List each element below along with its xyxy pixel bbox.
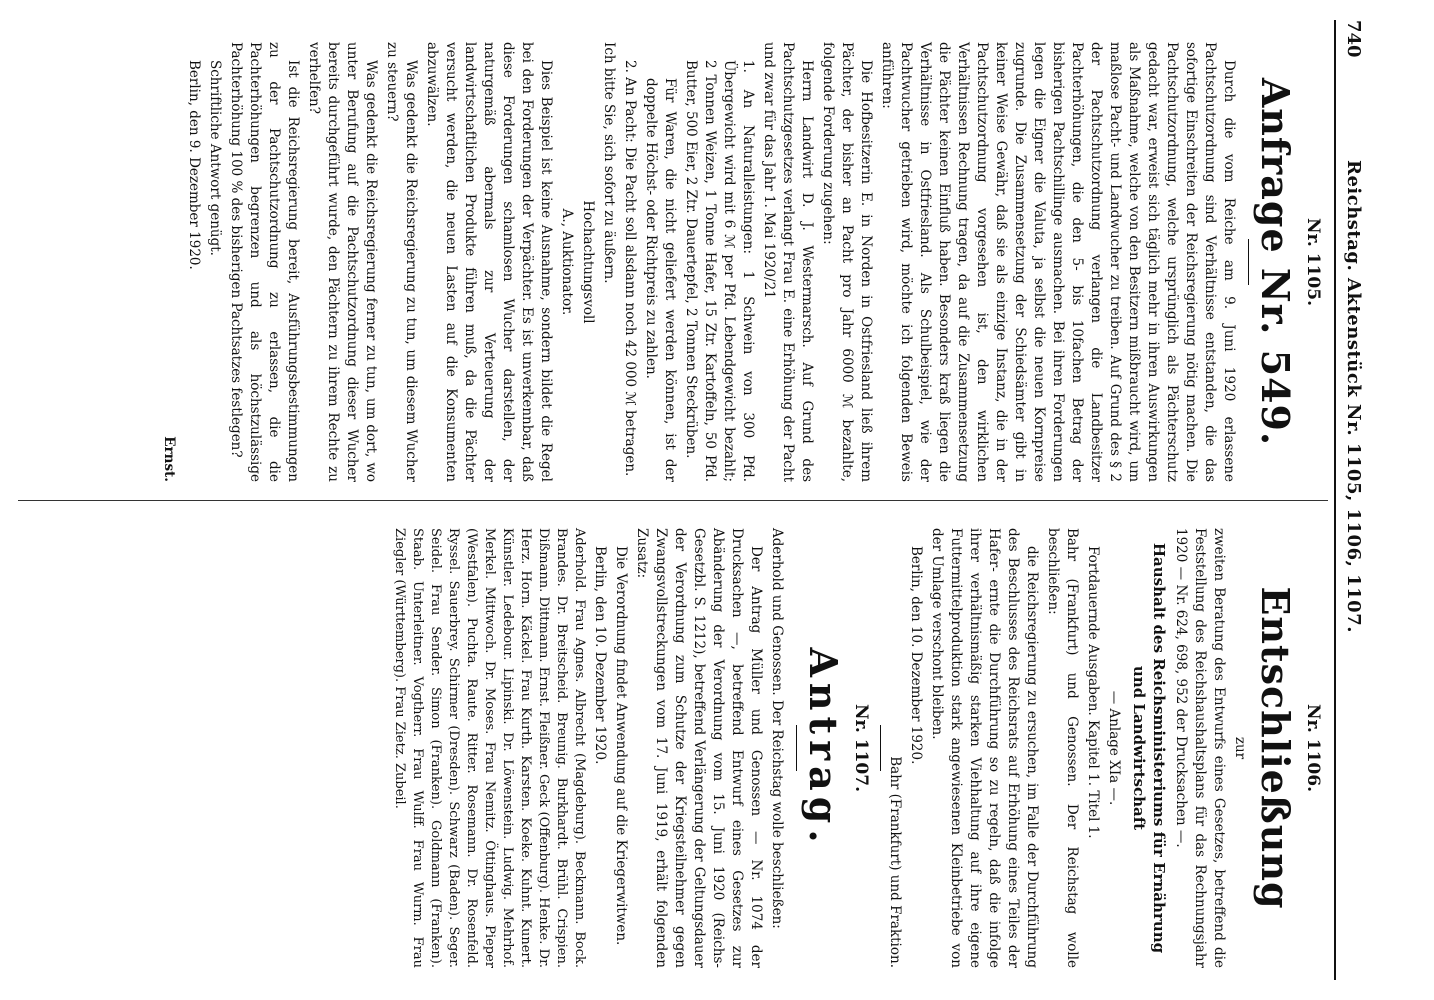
date-line: Berlin, den 10. Dezember 1920.	[592, 546, 608, 765]
zur-label: zur	[1232, 736, 1248, 760]
paragraph: die Reichsregierung zu ersuchen, im Falle der Durchführung des Beschlusses des Reichsrats auf Erhöhung eines Teiles der Hafer- ernte die Durchführung so zu regeln, daß die infolge ihrer verhältnismäßig starken Viehhaltung auf ihre eigene Futtermittelproduktion stark angewiesenen Kleinbetriebe von der Umlage verschont bleiben.	[929, 528, 1040, 968]
doc-number-1107: Nr. 1107.	[851, 703, 871, 792]
page-header	[1334, 20, 1372, 980]
question: Was gedenkt die Reichsregierung ferner zu tun, um dort, wo unter Berufung auf die Pachtschutzordnung dieser Wucher bereits durchgeführt wurde, den Pächtern zu ihrem Rechte zu verhelfen?	[306, 42, 379, 482]
doc-number-1105: Nr. 1105.	[1303, 217, 1323, 306]
intro-1107: Aderhold und Genossen. Der Reichstag wolle beschließen:	[769, 528, 785, 929]
closing: Hochachtungsvoll	[580, 200, 596, 324]
question: Was gedenkt die Reichsregierung zu tun, um diesem Wucher zu steuern?	[384, 42, 419, 482]
running-head: Reichstag. Aktenstück Nr. 1105, 1106, 1107.	[1343, 160, 1364, 633]
answer-note: Schriftliche Antwort genügt.	[207, 60, 223, 256]
right-column	[24, 528, 1324, 968]
paragraph: Der Antrag Müller und Genossen — Nr. 1074 der Drucksachen —, betreffend Entwurf eines Gesetzes zur Abänderung der Verordnung vom 15. Juni 1920 (Reichs-Gesetzbl. S. 1212), betreffend Verlängerung der Geltungsdauer der Verordnung zum Schutze der Kriegsteilnehmer gegen Zwangsvollstreckungen vom 17. Juni 1919, erhält folgenden Zusatz:	[634, 528, 764, 968]
paragraph: Fortdauernde Ausgaben. Kapitel 1. Titel 1.	[1085, 546, 1101, 839]
list-subitem: Für Waren, die nicht geliefert werden können, ist der doppelte Höchst- oder Richtpreis zu zahlen.	[643, 78, 678, 482]
title-rule	[1248, 239, 1249, 285]
subtitle-1106: Haushalt des Reichsministeriums für Ernährung und Landwirtschaft	[1130, 542, 1168, 954]
column-divider	[18, 500, 1328, 501]
page-number: 740	[1343, 20, 1364, 58]
paragraph: Durch die vom Reiche am 9. Juni 1920 erlassene Pachtschutzordnung sind Verhältnisse entstanden, die das sofortige Einschreiten der Reichsregierung nötig machen. Die Pachtschutzordnung, welche ursprünglich als Pächterschutz gedacht war, erweist sich täglich mehr in ihren Auswirkungen als Maßnahme, welche von den Besitzern mißbraucht wird, um maßlose Pacht- und Landwucher zu treiben. Auf Grund des § 2 der Pachtschutzordnung verlangen die Landbesitzer Pachterhöhungen, die den 5- bis 10fachen Betrag der bisherigen Pachtschillinge ausmachen. Bei ihren Forderungen legen die Eigner die Valuta, ja selbst die neuen Kornpreise zugrunde. Die Zusammensetzung der Schiedsämter gibt in keiner Weise Gewähr, daß sie als einzige Instanz, die in der Pachtschutzordnung vorgesehen ist, den wirklichen Verhältnissen Rechnung tragen, da auf die Zusammensetzung die Pächter keinen Einfluß haben. Besonders kraß liegen die Verhältnisse in Ostfriesland. Als Schulbeispiel, wie der Pachtwucher getrieben wird, möchte ich folgenden Beweis anführen:	[879, 42, 1237, 482]
signatory-list: Aderhold. Frau Agnes. Albrecht (Magdeburg). Beckmann. Bock. Brandes. Dr. Breitscheid. Breunig. Burkhardt. Brühl. Crispien. Dißmann. Dittmann. Ernst. Fleißner. Geck (Offenburg). Henke. Dr. Herz. Horn. Käckel. Frau Kurth. Karsten. Koeke. Kuhnt. Kunert. Künstler. Ledebour. Lipinski. Dr. Löwenstein. Ludwig. Mehrhof. Merkel. Mittwoch. Dr. Moses. Frau Nemitz. Öttinghaus. Pieper (Westfalen). Puchta. Raute. Ritter. Rosemann. Dr. Rosenfeld. Ryssel. Sauerbrey. Schirmer (Dresden). Schwarz (Baden). Seger. Seidel. Frau Sender. Simon (Franken). Goldmann (Franken). Staab. Unterleitner. Vogtherr. Frau Wulff. Frau Wurm. Frau Ziegler (Württemberg). Frau Zietz. Zubeil.	[392, 528, 587, 968]
letter-head: Herrn Landwirt D. J. Westermarsch. Auf Grund des Pachtschutzgesetzes verlangt Frau E. eine Erhöhung der Pacht und zwar für das Jahr 1. Mai 1920/21	[761, 42, 815, 482]
intro-1106: zweiten Beratung des Entwurfs eines Gesetzes, betreffend die Feststellung des Reichshaushaltsplans für das Rechnungsjahr 1920 — Nr. 624, 698, 952 der Drucksachen —.	[1173, 528, 1227, 968]
question: Ist die Reichsregierung bereit, Ausführungsbestimmungen zu der Pachtschutzordnung zu erlassen, die die Pachterhöhungen begrenzen und als höchstzulässige Pachterhöhung 100 % des bisherigen Pachtsatzes festlegen?	[228, 42, 301, 482]
title-rule	[796, 725, 797, 771]
date-line: Berlin, den 10. Dezember 1920.	[908, 546, 924, 765]
doc-number-1106: Nr. 1106.	[1303, 703, 1323, 792]
paragraph: Die Hofbesitzerin E. in Norden in Ostfriesland ließ ihrem Pächter, der bisher an Pacht pro Jahr 6000 ℳ bezahlte, folgende Forderung zugehen:	[820, 42, 874, 482]
title-entschliessung: Entschließung	[1253, 586, 1298, 910]
title-antrag: Antrag.	[801, 647, 846, 849]
date-line: Berlin, den 9. Dezember 1920.	[186, 60, 202, 270]
signature-1106: Bahr (Frankfurt) und Fraktion.	[887, 756, 903, 968]
list-item: 1. An Naturalleistungen: 1 Schwein von 300 Pfd. Übergewicht wird mit 6 ℳ per Pfd. Lebendgewicht bezahlt; 2 Tonnen Weizen, 1 Tonne Hafer, 15 Ztr. Kartoffeln, 50 Pfd. Butter, 500 Eier, 2 Ztr. Dauertepfel, 2 Tonnen Steckrüben.	[683, 60, 756, 482]
left-column	[24, 42, 1324, 482]
paragraph: Dies Beispiel ist keine Ausnahme, sondern bildet die Regel bei den Forderungen der Verpächter. Es ist unverkennbar, daß diese Forderungen schamlosen Wucher darstellen, der naturgemäß abermals zur Verteuerung der landwirtschaftlichen Produkte führen muß, da die Pächter versucht werden, die neuen Lasten auf die Konsumenten abzuwälzen.	[424, 42, 554, 482]
request: Ich bitte Sie, sich sofort zu äußern.	[601, 42, 617, 284]
signature: Ernst.	[161, 436, 177, 482]
list-item: 2. An Pacht: Die Pacht soll alsdann noch 42 000 ℳ betragen.	[622, 60, 638, 477]
section-rule	[880, 725, 881, 771]
paragraph: Bahr (Frankfurt) und Genossen. Der Reichstag wolle beschließen:	[1045, 528, 1080, 968]
paragraph: Die Verordnung findet Anwendung auf die Kriegerwitwen.	[613, 546, 629, 946]
closing-signatory: A., Auktionator.	[559, 208, 575, 316]
anlage: — Anlage XIa —.	[1106, 690, 1122, 806]
title-anfrage: Anfrage Nr. 549.	[1253, 77, 1298, 447]
